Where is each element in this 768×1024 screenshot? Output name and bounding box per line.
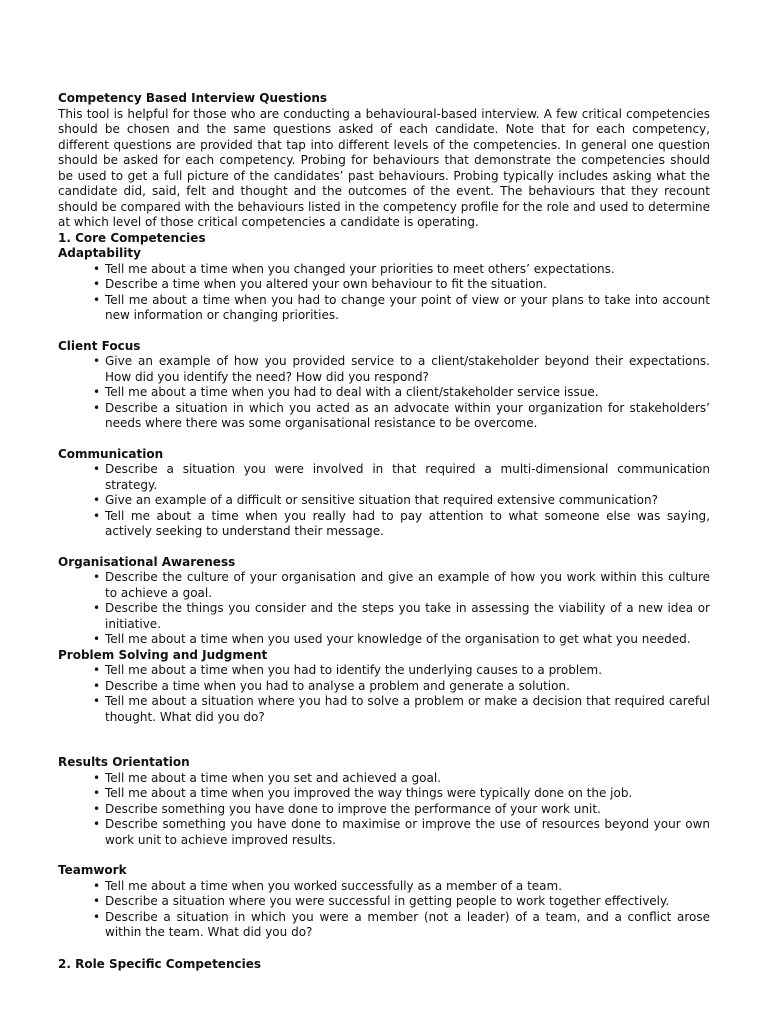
section-problem-solving (58, 648, 710, 726)
list-item: • Describe the culture of your organisation and give an example of how you work within this culture to achieve a goal. (58, 570, 710, 601)
document-title: Competency Based Interview Questions (58, 91, 328, 105)
list-item: • Describe the things you consider and the steps you take in assessing the viability of a new idea or initiative. (58, 601, 710, 632)
section-role-specific (58, 957, 710, 973)
section-heading: Problem Solving and Judgment (58, 647, 268, 662)
section-communication (58, 447, 710, 540)
list-item: • Describe something you have done to maximise or improve the use of resources beyond your own work unit to achieve improved results. (58, 817, 710, 848)
section-heading: Organisational Awareness (58, 554, 236, 569)
list-item: • Tell me about a situation where you had to solve a problem or make a decision that required careful thought. What did you do? (58, 694, 710, 725)
section-organisational-awareness (58, 555, 710, 648)
section-adaptability (58, 246, 710, 324)
question-list (58, 262, 710, 324)
list-item: • Describe a time when you altered your own behaviour to fit the situation. (58, 277, 710, 293)
list-item: • Tell me about a time when you set and achieved a goal. (58, 771, 710, 787)
list-item: • Tell me about a time when you had to change your point of view or your plans to take into account new information or changing priorities. (58, 293, 710, 324)
question-list (58, 354, 710, 432)
section-heading: Adaptability (58, 246, 141, 260)
list-item: • Describe a situation where you were successful in getting people to work together effectively. (58, 894, 710, 910)
section-heading: Communication (58, 446, 164, 461)
section-results-orientation (58, 755, 710, 848)
list-item: • Tell me about a time when you really had to pay attention to what someone else was saying, actively seeking to understand their message. (58, 509, 710, 540)
section-client-focus (58, 339, 710, 432)
list-item: • Give an example of how you provided service to a client/stakeholder beyond their expectations. How did you identify the need? How did you respond? (58, 354, 710, 385)
intro-paragraph: This tool is helpful for those who are conducting a behavioural-based interview. A few critical competencies should be chosen and the same questions asked of each candidate. Note that for each competency, different questions are provided that tap into different levels of the competencies. In general one question should be asked for each competency. Probing for behaviours that demonstrate the competencies should be used to get a full picture of the candidates’ past behaviours. Probing typically includes asking what the candidate did, said, felt and thought and the outcomes of the event. The behaviours that they recount should be compared with the behaviours listed in the competency profile for the role and used to determine at which level of those critical competencies a candidate is operating. (58, 106, 710, 229)
core-competencies-heading: 1. Core Competencies (58, 230, 206, 245)
list-item: • Tell me about a time when you improved the way things were typically done on the job. (58, 786, 710, 802)
list-item: • Describe a time when you had to analyse a problem and generate a solution. (58, 679, 710, 695)
section-heading: Client Focus (58, 338, 141, 353)
question-list (58, 771, 710, 849)
list-item: • Tell me about a time when you had to deal with a client/stakeholder service issue. (58, 385, 710, 401)
section-teamwork (58, 863, 710, 941)
list-item: • Describe a situation in which you acted as an advocate within your organization for stakeholders’ needs where there was some organisational resistance to be overcome. (58, 401, 710, 432)
list-item: • Tell me about a time when you worked successfully as a member of a team. (58, 879, 710, 895)
document-body (58, 91, 710, 972)
role-specific-heading: 2. Role Specific Competencies (58, 956, 261, 971)
question-list (58, 663, 710, 725)
list-item: • Describe something you have done to improve the performance of your work unit. (58, 802, 710, 818)
question-list (58, 570, 710, 648)
list-item: • Tell me about a time when you used your knowledge of the organisation to get what you needed. (58, 632, 710, 648)
section-heading: Teamwork (58, 863, 127, 877)
question-list (58, 462, 710, 540)
list-item: • Describe a situation you were involved in that required a multi-dimensional communication strategy. (58, 462, 710, 493)
list-item: • Tell me about a time when you had to identify the underlying causes to a problem. (58, 663, 710, 679)
section-heading: Results Orientation (58, 755, 190, 769)
list-item: • Describe a situation in which you were a member (not a leader) of a team, and a conflict arose within the team. What did you do? (58, 910, 710, 941)
question-list (58, 879, 710, 941)
list-item: • Give an example of a difficult or sensitive situation that required extensive communication? (58, 493, 710, 509)
list-item: • Tell me about a time when you changed your priorities to meet others’ expectations. (58, 262, 710, 278)
